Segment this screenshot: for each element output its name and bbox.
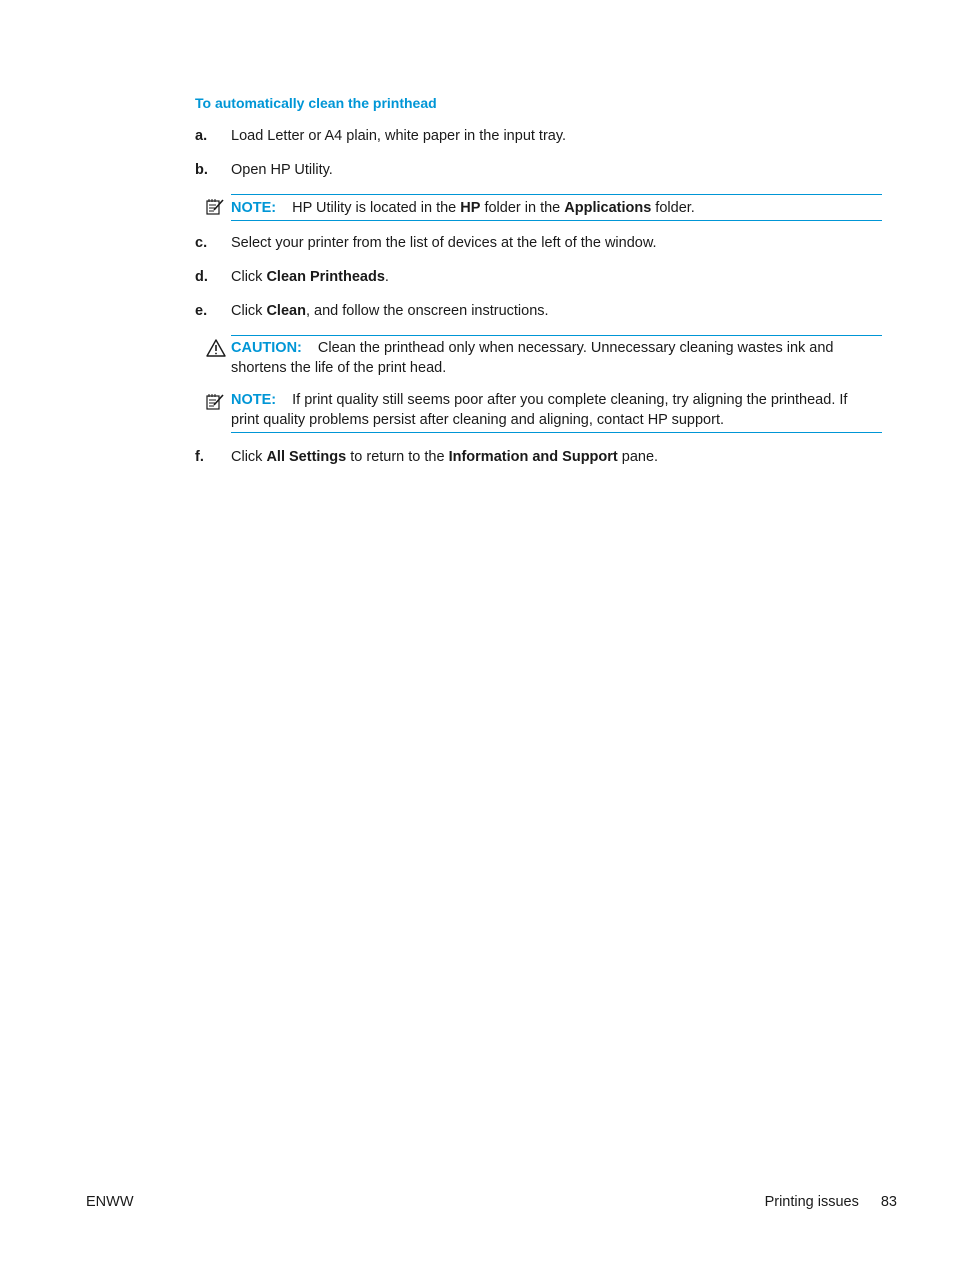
footer-section: Printing issues [764,1194,859,1210]
note-text-part: folder in the [480,200,565,216]
note-text-part: HP Utility is located in the [292,200,461,216]
step-c [195,234,657,252]
note-text [231,198,882,218]
step-label: c. [195,235,208,251]
note-icon [205,197,227,217]
step-label: b. [195,162,208,178]
page-number: 83 [880,1194,897,1210]
note-icon [205,392,227,412]
step-e [195,302,549,320]
note-bold-applications: Applications [564,200,652,216]
step-text: to return to the [346,449,449,465]
note-callout-1 [231,194,882,221]
step-text: Open HP Utility. [231,162,333,178]
step-label: f. [195,449,204,465]
step-a [195,127,566,145]
step-label: d. [195,269,208,285]
caution-callout [231,335,882,378]
step-text: Click [231,449,267,465]
step-d [195,268,389,286]
step-text: Load Letter or A4 plain, white paper in the input tray. [231,128,567,144]
note-text: If print quality still seems poor after you complete cleaning, try aligning the printhead. If [292,392,848,408]
step-bold: Information and Support [448,449,618,465]
step-text: Click [231,269,267,285]
footer-right [765,1194,897,1210]
note-bold-hp: HP [460,200,481,216]
note-keyword: NOTE: [231,200,277,216]
step-text: , and follow the onscreen instructions. [305,303,549,319]
step-text: pane. [617,449,659,465]
note2-line-2: print quality problems persist after cleaning and aligning, contact HP support. [231,412,725,428]
caution-text: Clean the printhead only when necessary. Unnecessary cleaning wastes ink and [317,340,834,356]
step-label: e. [195,303,208,319]
note-text-part: folder. [651,200,695,216]
step-text: . [384,269,389,285]
step-bold: Clean [266,303,306,319]
section-title: To automatically clean the printhead [195,95,437,111]
note-keyword: NOTE: [231,392,277,408]
step-b [195,161,333,179]
note2-line-1 [231,390,882,410]
caution-keyword: CAUTION: [231,340,302,356]
step-f [195,448,658,466]
step-text: Select your printer from the list of devices at the left of the window. [231,235,657,251]
step-bold: Clean Printheads [266,269,385,285]
warning-icon [205,338,227,358]
step-label: a. [195,128,208,144]
note-callout-2 [231,390,882,433]
step-bold: All Settings [266,449,347,465]
caution-line-1 [231,338,882,358]
caution-line-2: shortens the life of the print head. [231,360,447,376]
footer-left: ENWW [86,1194,134,1210]
step-text: Click [231,303,267,319]
